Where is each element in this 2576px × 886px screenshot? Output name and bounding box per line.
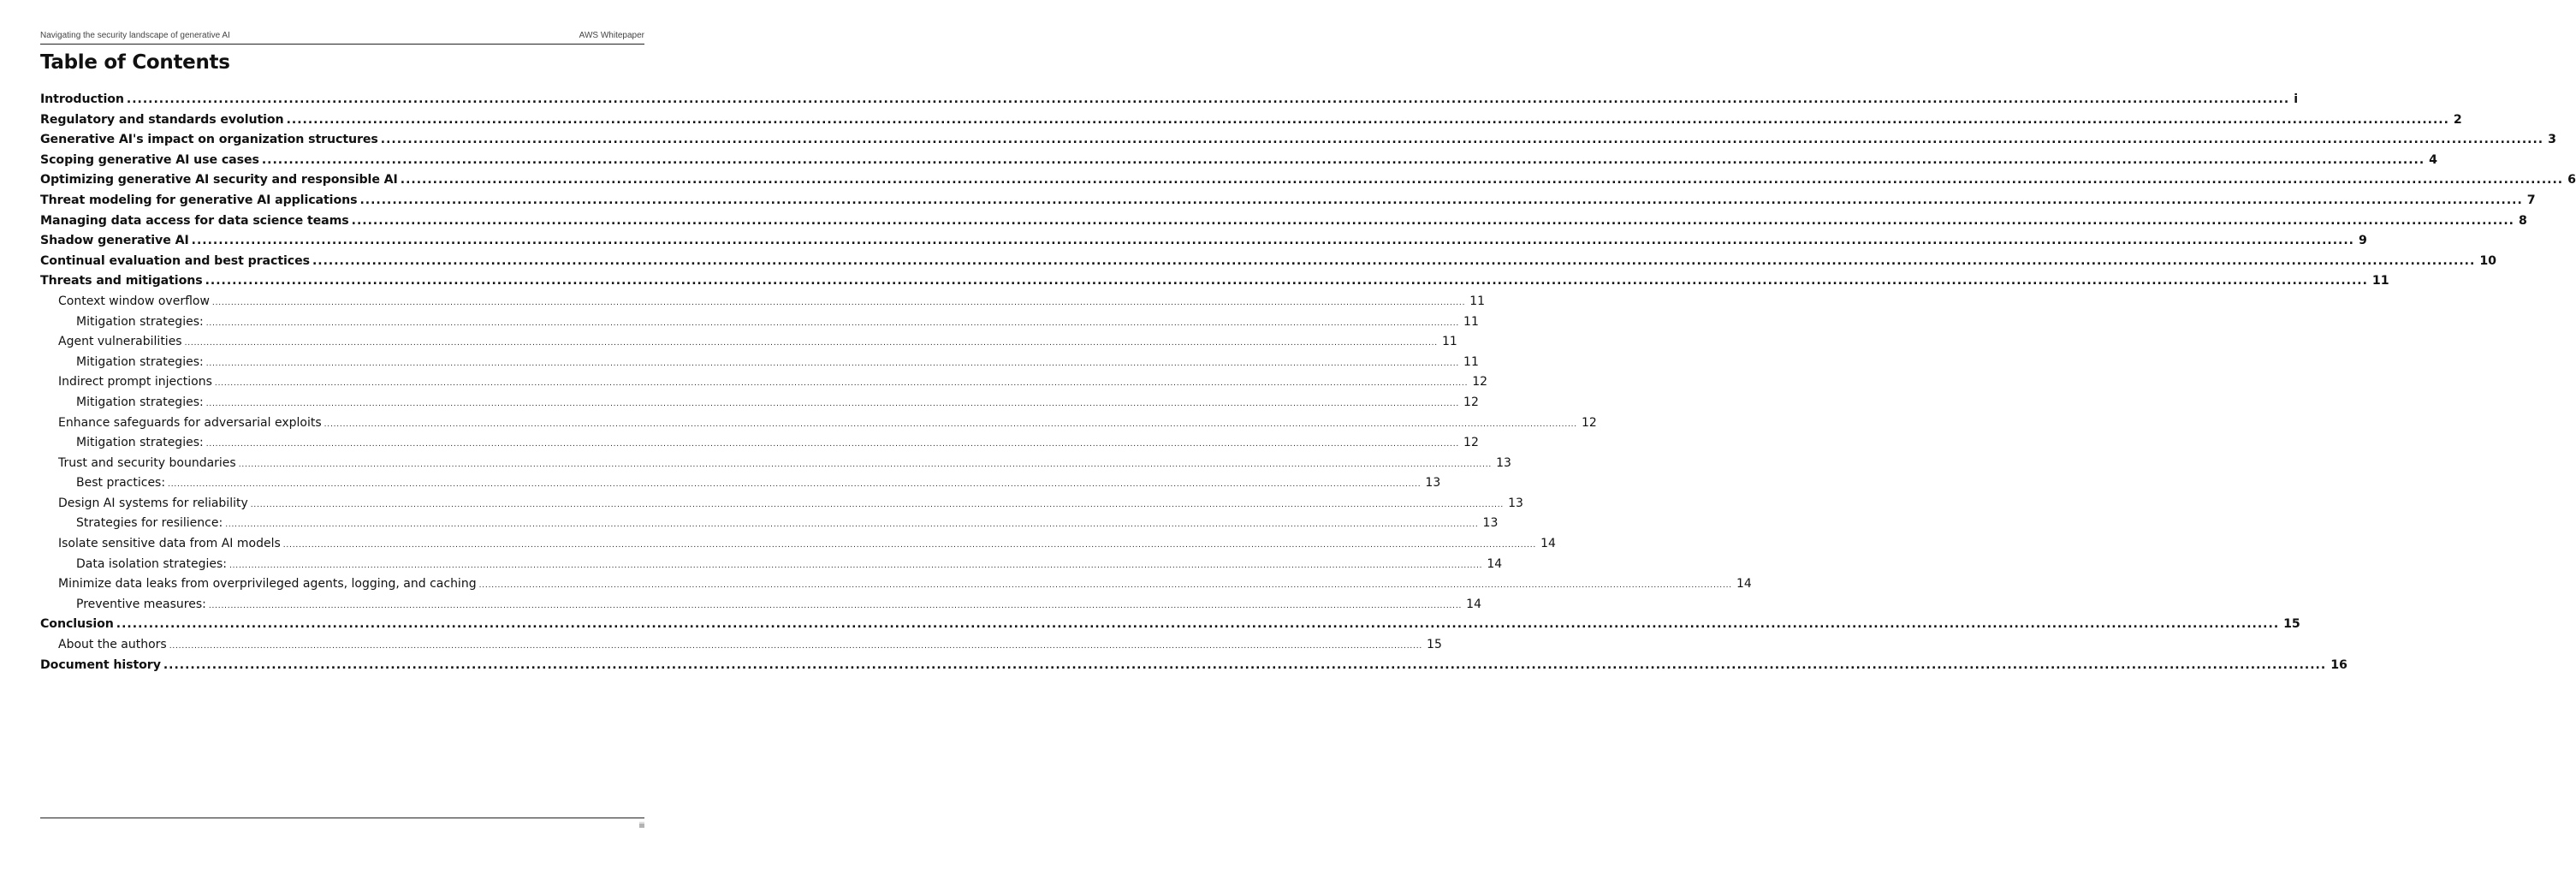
toc-entry[interactable] [40,375,1488,395]
page-header [40,30,644,45]
toc-leader-dots: ................................................................................................................................................................................................................................................................................................................................................................................................................ [184,339,1438,348]
toc-entry-page[interactable]: 11 [2371,274,2389,288]
toc-leader-dots: ................................................................................................................................................................................................................................................................................................................................................................................................................ [282,541,1537,550]
toc-entry-page[interactable]: 12 [1463,436,1479,450]
toc-leader-dots: ................................................................................................................................................................................................................................................................................................................................................................................................................ [286,112,2449,127]
toc-leader-dots: ................................................................................................................................................................................................................................................................................................................................................................................................................ [323,419,1577,429]
toc-entry-page[interactable]: 14 [1736,577,1752,592]
toc-entry[interactable] [40,617,2300,638]
toc-entry-title[interactable]: Isolate sensitive data from AI models [58,537,281,551]
toc-entry[interactable] [40,234,2367,254]
toc-entry-title[interactable]: Managing data access for data science teams [40,213,349,228]
toc-entry-page[interactable]: 12 [1581,415,1597,430]
toc-leader-dots: ................................................................................................................................................................................................................................................................................................................................................................................................................ [225,520,1479,530]
toc-entry-title[interactable]: Data isolation strategies: [76,556,227,571]
toc-leader-dots: ................................................................................................................................................................................................................................................................................................................................................................................................................ [205,274,2368,288]
toc-entry[interactable] [40,516,1499,537]
toc-entry[interactable] [40,556,1503,578]
toc-entry-page[interactable]: 11 [1441,335,1457,349]
toc-entry-page[interactable]: 11 [1463,354,1479,369]
toc-entry-page[interactable]: 4 [2429,152,2437,167]
toc-leader-dots: ................................................................................................................................................................................................................................................................................................................................................................................................................ [116,617,2280,632]
toc-entry-title[interactable]: About the authors [58,638,167,652]
toc-entry-title[interactable]: Indirect prompt injections [58,375,212,389]
toc-entry[interactable] [40,92,2298,113]
toc-leader-dots: ................................................................................................................................................................................................................................................................................................................................................................................................................ [380,133,2544,147]
toc-entry-title[interactable]: Mitigation strategies: [76,354,204,369]
toc-entry-page[interactable]: 14 [1540,537,1556,551]
toc-entry-page[interactable]: 8 [2519,213,2527,228]
toc-entry[interactable] [40,395,1479,416]
toc-entry-title[interactable]: Minimize data leaks from overprivileged agents, logging, and caching [58,577,477,592]
toc-leader-dots: ................................................................................................................................................................................................................................................................................................................................................................................................................ [359,193,2523,207]
toc-leader-dots: ................................................................................................................................................................................................................................................................................................................................................................................................................ [214,379,1469,389]
toc-entry-page[interactable]: 13 [1508,496,1523,510]
toc-entry[interactable] [40,537,1556,557]
toc-entry-page[interactable]: i [2294,92,2298,106]
toc-leader-dots: ................................................................................................................................................................................................................................................................................................................................................................................................................ [478,581,1732,591]
toc-entry-title[interactable]: Shadow generative AI [40,234,189,248]
toc-entry-title[interactable]: Design AI systems for reliability [58,496,248,510]
toc-entry-title[interactable]: Preventive measures: [76,597,206,611]
toc-entry-page[interactable]: 15 [1427,638,1442,652]
toc-entry-page[interactable]: 10 [2479,253,2496,268]
toc-entry[interactable] [40,436,1479,456]
toc-entry-title[interactable]: Threats and mitigations [40,274,203,288]
toc-entry-title[interactable]: Trust and security boundaries [58,455,236,470]
toc-leader-dots: ................................................................................................................................................................................................................................................................................................................................................................................................................ [126,92,2290,106]
toc-entry-page[interactable]: 7 [2526,193,2536,207]
toc-entry-title[interactable]: Mitigation strategies: [76,314,204,329]
toc-entry-page[interactable]: 9 [2358,234,2367,248]
toc-leader-dots: ................................................................................................................................................................................................................................................................................................................................................................................................................ [168,480,1422,490]
toc-entry[interactable] [40,314,1479,336]
toc-entry-page[interactable]: 15 [2283,617,2300,632]
toc-leader-dots: ................................................................................................................................................................................................................................................................................................................................................................................................................ [351,213,2514,228]
toc-entry-title[interactable]: Strategies for resilience: [76,516,223,531]
toc-entry-page[interactable]: 13 [1496,455,1511,470]
toc-entry[interactable] [40,415,1597,437]
toc-entry-title[interactable]: Optimizing generative AI security and responsible AI [40,173,398,187]
toc-leader-dots: ................................................................................................................................................................................................................................................................................................................................................................................................................ [238,460,1493,469]
toc-entry-title[interactable]: Mitigation strategies: [76,395,204,409]
toc-leader-dots: ................................................................................................................................................................................................................................................................................................................................................................................................................ [229,561,1483,570]
toc-entry-title[interactable]: Mitigation strategies: [76,436,204,450]
toc-entry-page[interactable]: 16 [2330,657,2347,672]
toc-entry[interactable] [40,193,2536,214]
toc-entry-title[interactable]: Enhance safeguards for adversarial exploits [58,415,322,430]
toc-entry[interactable] [40,173,2576,193]
toc-entry-page[interactable]: 11 [1469,294,1486,308]
toc-entry-page[interactable]: 13 [1425,476,1441,491]
toc-entry[interactable] [40,476,1441,497]
header-publisher: AWS Whitepaper [579,31,644,40]
toc-entry[interactable] [40,354,1479,376]
toc-entry-title[interactable]: Regulatory and standards evolution [40,112,284,127]
toc-entry[interactable] [40,577,1752,598]
toc-entry[interactable] [40,657,2347,679]
page-title: Table of Contents [40,51,230,74]
toc-entry-page[interactable]: 12 [1463,395,1479,409]
toc-entry-page[interactable]: 3 [2548,133,2556,147]
toc-entry[interactable] [40,112,2462,134]
toc-entry[interactable] [40,335,1457,355]
toc-leader-dots: ................................................................................................................................................................................................................................................................................................................................................................................................................ [250,500,1505,509]
toc-leader-dots: ................................................................................................................................................................................................................................................................................................................................................................................................................ [191,234,2354,248]
page-footer [40,818,644,835]
toc-entry-page[interactable]: 14 [1487,556,1503,571]
toc-entry-page[interactable]: 11 [1463,314,1479,329]
toc-entry-page[interactable]: 2 [2453,112,2462,127]
toc-entry[interactable] [40,152,2437,174]
toc-entry-page[interactable]: 13 [1482,516,1499,531]
toc-leader-dots: ................................................................................................................................................................................................................................................................................................................................................................................................................ [163,657,2327,672]
toc-entry-page[interactable]: 12 [1472,375,1488,389]
page-number: iii [639,821,644,830]
toc-entry-title[interactable]: Continual evaluation and best practices [40,253,310,268]
toc-leader-dots: ................................................................................................................................................................................................................................................................................................................................................................................................................ [169,642,1423,651]
toc-leader-dots: ................................................................................................................................................................................................................................................................................................................................................................................................................ [211,298,1466,307]
toc-entry-title[interactable]: Document history [40,657,161,672]
toc-entry[interactable] [40,253,2496,275]
toc-entry-title[interactable]: Best practices: [76,476,166,491]
header-document-title: Navigating the security landscape of generative AI [40,31,230,40]
toc-entry[interactable] [40,133,2556,153]
toc-leader-dots: ................................................................................................................................................................................................................................................................................................................................................................................................................ [312,253,2476,268]
table-of-contents [40,92,2576,678]
toc-entry-title[interactable]: Generative AI's impact on organization structures [40,133,378,147]
toc-entry-page[interactable]: 14 [1466,597,1481,611]
toc-entry-title[interactable]: Introduction [40,92,124,106]
toc-entry[interactable] [40,213,2527,235]
toc-entry[interactable] [40,455,1511,477]
toc-leader-dots: ................................................................................................................................................................................................................................................................................................................................................................................................................ [205,359,1460,368]
toc-entry-title[interactable]: Threat modeling for generative AI applications [40,193,358,207]
toc-leader-dots: ................................................................................................................................................................................................................................................................................................................................................................................................................ [205,399,1460,408]
toc-leader-dots: ................................................................................................................................................................................................................................................................................................................................................................................................................ [400,173,2564,187]
toc-entry-title[interactable]: Scoping generative AI use cases [40,152,259,167]
toc-entry[interactable] [40,274,2389,294]
toc-entry[interactable] [40,496,1523,517]
toc-leader-dots: ................................................................................................................................................................................................................................................................................................................................................................................................................ [205,318,1460,328]
toc-entry-title[interactable]: Context window overflow [58,294,210,308]
toc-entry[interactable] [40,638,1442,658]
toc-entry-title[interactable]: Agent vulnerabilities [58,335,182,349]
toc-entry-page[interactable]: 6 [2567,173,2576,187]
toc-leader-dots: ................................................................................................................................................................................................................................................................................................................................................................................................................ [205,440,1460,449]
toc-leader-dots: ................................................................................................................................................................................................................................................................................................................................................................................................................ [261,152,2425,167]
toc-entry[interactable] [40,597,1481,618]
toc-entry[interactable] [40,294,1486,315]
toc-entry-title[interactable]: Conclusion [40,617,114,632]
toc-leader-dots: ................................................................................................................................................................................................................................................................................................................................................................................................................ [208,601,1463,610]
